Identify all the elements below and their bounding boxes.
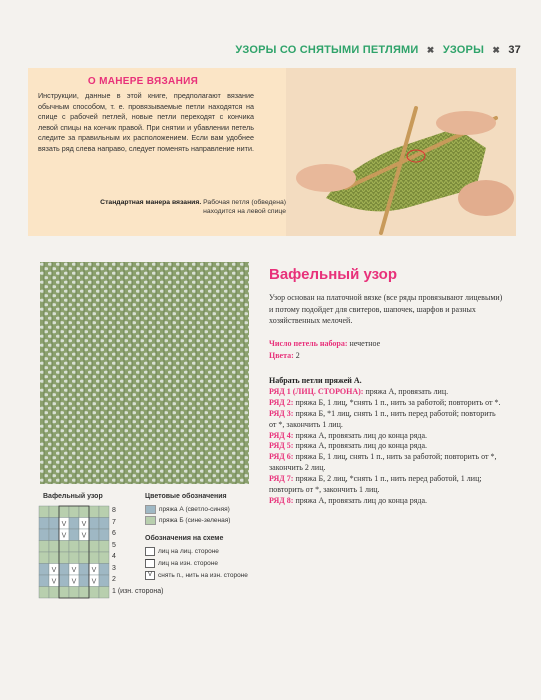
chart-cell bbox=[69, 529, 79, 541]
row-text: пряжа Б, 1 лиц, снять 1 п., нить за работой; повторить от *, закончить 2 лиц. bbox=[269, 452, 497, 473]
row-text: пряжа Б, 2 лиц, *снять 1 п., нить перед работой, 1 лиц; повторить от *, закончить 1 лиц. bbox=[269, 474, 482, 495]
chart-cell bbox=[39, 541, 49, 553]
chart-cell bbox=[99, 506, 109, 518]
instruction-row bbox=[269, 409, 505, 431]
row-label: РЯД 4: bbox=[269, 430, 294, 440]
row-number: 6 bbox=[112, 530, 116, 537]
chart-cell bbox=[89, 529, 99, 541]
separator-icon: ✖ bbox=[426, 45, 435, 55]
separator-icon: ✖ bbox=[492, 45, 501, 55]
instructions-intro: Набрать петли пряжей А. bbox=[269, 376, 362, 385]
caption-bold: Стандартная манера вязания. bbox=[100, 199, 202, 206]
chart-cell bbox=[79, 541, 89, 553]
row-label: РЯД 7: bbox=[269, 474, 294, 484]
knit-rs-symbol bbox=[145, 547, 155, 556]
chart-cell bbox=[69, 552, 79, 564]
row-number: 3 bbox=[112, 564, 116, 572]
chart-cell bbox=[49, 529, 59, 541]
slip-stitch-mark: V bbox=[81, 521, 87, 528]
sym2-label: лиц на изн. стороне bbox=[158, 560, 218, 568]
chart-cell bbox=[59, 506, 69, 518]
chart-cell bbox=[99, 529, 109, 541]
chart-cell bbox=[69, 587, 79, 599]
legend-yarn-b bbox=[145, 516, 230, 525]
chart-cell bbox=[69, 518, 79, 530]
slip-stitch-mark: V bbox=[51, 578, 57, 586]
row-text: пряжа А, провязать лиц до конца ряда. bbox=[293, 430, 428, 440]
row-label: РЯД 8: bbox=[269, 495, 294, 505]
slip-stitch-mark: V bbox=[71, 567, 77, 574]
row-number: 7 bbox=[112, 518, 116, 526]
chart-cell bbox=[79, 552, 89, 564]
chart-cell bbox=[59, 575, 69, 587]
sym1-label: лиц на лиц. стороне bbox=[158, 548, 219, 556]
slip-stitch-mark: V bbox=[91, 578, 97, 586]
instruction-row bbox=[269, 398, 505, 409]
chart-cell bbox=[49, 518, 59, 530]
chart-cell bbox=[79, 506, 89, 518]
yarn-b-label: пряжа Б (сине-зеленая) bbox=[159, 517, 231, 525]
row-label: РЯД 1 (ЛИЦ. СТОРОНА): bbox=[269, 386, 364, 396]
swatch-photo bbox=[40, 262, 249, 484]
row-text: пряжа А, провязать лиц до конца ряда. bbox=[293, 495, 428, 505]
chart-cell bbox=[99, 552, 109, 564]
chart-cell bbox=[39, 587, 49, 599]
chart-cell bbox=[39, 506, 49, 518]
row-label: РЯД 5: bbox=[269, 441, 294, 451]
instruction-row bbox=[269, 452, 505, 474]
slip-stitch-mark: V bbox=[61, 532, 67, 540]
row-label: РЯД 2: bbox=[269, 397, 294, 407]
chart-cell bbox=[89, 552, 99, 564]
caption-text: Рабочая петля (обведена) находится на левой спице bbox=[201, 199, 286, 215]
chart-cell bbox=[99, 587, 109, 599]
legend-sym3 bbox=[145, 571, 248, 580]
chart-cell bbox=[69, 541, 79, 553]
row-text: пряжа Б, 1 лиц, *снять 1 п., нить за работой; повторить от *. bbox=[293, 397, 501, 407]
chart-cell bbox=[99, 541, 109, 553]
chart-cell bbox=[59, 552, 69, 564]
pattern-description: Узор основан на платочной вязке (все ряды провязывают лицевыми) и потому подойдет для свитеров, шапочек, шарфов и разных хозяйственных мелочей. bbox=[269, 293, 503, 325]
chart-cell bbox=[69, 506, 79, 518]
stitch-count bbox=[269, 338, 505, 350]
slip-stitch-mark: V bbox=[91, 567, 97, 574]
colors-count bbox=[269, 350, 505, 362]
row-text: пряжа Б, *1 лиц, снять 1 п., нить перед работой; повторить от *, закончить 1 лиц. bbox=[269, 408, 496, 429]
chapter-title: УЗОРЫ bbox=[442, 44, 485, 56]
row-number: 2 bbox=[112, 576, 116, 583]
chart-cell bbox=[99, 564, 109, 576]
legend-yarn-a bbox=[145, 505, 230, 514]
chart-cell bbox=[89, 506, 99, 518]
instruction-row bbox=[269, 441, 505, 452]
chart-cell bbox=[59, 564, 69, 576]
legend-sym2 bbox=[145, 559, 218, 568]
stitch-chart bbox=[38, 505, 110, 601]
chart-cell bbox=[89, 541, 99, 553]
chart-cell bbox=[99, 518, 109, 530]
instruction-row bbox=[269, 431, 505, 442]
slip-stitch-mark: V bbox=[81, 532, 87, 540]
pattern-params bbox=[269, 338, 505, 361]
row-number: 5 bbox=[112, 541, 116, 549]
row-number: 8 bbox=[112, 507, 116, 514]
stitch-label: Число петель набора: bbox=[269, 339, 348, 348]
chart-cell bbox=[79, 564, 89, 576]
legend-symbols-title: Обозначения на схеме bbox=[145, 535, 224, 542]
chart-cell bbox=[49, 541, 59, 553]
slip-symbol: V bbox=[145, 571, 155, 580]
chart-cell bbox=[59, 541, 69, 553]
info-box bbox=[28, 68, 516, 236]
row-label: РЯД 3: bbox=[269, 408, 294, 418]
chart-cell bbox=[39, 529, 49, 541]
chart-cell bbox=[89, 518, 99, 530]
row-number: 1 (изн. сторона) bbox=[112, 587, 164, 595]
chart-cell bbox=[49, 506, 59, 518]
chart-title: Вафельный узор bbox=[43, 493, 103, 500]
chart-cell bbox=[39, 575, 49, 587]
stitch-value: нечетное bbox=[347, 339, 381, 348]
yarn-a-label: пряжа А (светло-синяя) bbox=[159, 506, 230, 514]
chart-cell bbox=[99, 575, 109, 587]
legend-sym1 bbox=[145, 547, 219, 556]
section-title: УЗОРЫ СО СНЯТЫМИ ПЕТЛЯМИ bbox=[235, 44, 419, 56]
chart-cell bbox=[49, 552, 59, 564]
chart-cell bbox=[89, 587, 99, 599]
instructions bbox=[269, 376, 505, 507]
chart-cell bbox=[39, 518, 49, 530]
chart-cell bbox=[49, 587, 59, 599]
info-title: О МАНЕРЕ ВЯЗАНИЯ bbox=[87, 76, 199, 87]
chart-cell bbox=[39, 552, 49, 564]
chart-cell bbox=[79, 575, 89, 587]
knitting-photo bbox=[286, 68, 516, 236]
instruction-row bbox=[269, 496, 505, 507]
slip-stitch-mark: V bbox=[51, 567, 57, 574]
pattern-title: Вафельный узор bbox=[269, 266, 398, 283]
row-text: пряжа А, провязать лиц до конца ряда. bbox=[293, 441, 428, 451]
instruction-row bbox=[269, 474, 505, 496]
page-number: 37 bbox=[508, 44, 521, 56]
yarn-b-swatch bbox=[145, 516, 156, 525]
slip-stitch-mark: V bbox=[61, 521, 67, 528]
row-number: 4 bbox=[112, 553, 116, 560]
row-label: РЯД 6: bbox=[269, 452, 294, 462]
info-text: Инструкции, данные в этой книге, предполагают вязание обычным способом, т. е. провязываемые петли находятся на спице с рабочей петлей, новые петли переходят с кончика левой спицы на кончик правой. При снятии и убавлении петель следите за правильным их расположением. Если вам удобнее вязать ряд слева направо, следует поменять направление нити. bbox=[38, 91, 254, 153]
colors-label: Цвета: bbox=[269, 350, 294, 360]
page-header bbox=[235, 44, 521, 56]
yarn-a-swatch bbox=[145, 505, 156, 514]
row-text: пряжа А, провязать лиц. bbox=[363, 386, 449, 396]
instruction-row bbox=[269, 387, 505, 398]
photo-caption bbox=[68, 198, 286, 216]
sym3-label: снять п., нить на изн. стороне bbox=[158, 572, 248, 580]
chart-cell bbox=[39, 564, 49, 576]
colors-value: 2 bbox=[293, 350, 300, 360]
legend-colors-title: Цветовые обозначения bbox=[145, 493, 227, 500]
knit-ws-symbol bbox=[145, 559, 155, 568]
slip-stitch-mark: V bbox=[71, 578, 77, 586]
chart-cell bbox=[79, 587, 89, 599]
chart-cell bbox=[59, 587, 69, 599]
